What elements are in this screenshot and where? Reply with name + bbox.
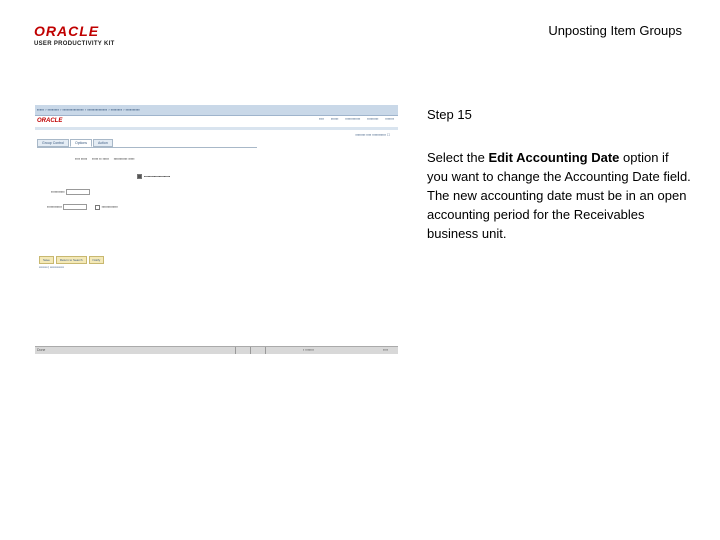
screenshot-footer-links: ▪▪▪▪▪▪▪▪ | ▪▪▪▪▪▪▪▪▪▪▪▪▪ — [39, 265, 64, 269]
status-text: Done — [37, 348, 46, 352]
return-to-search-button[interactable]: Return to Search — [56, 256, 87, 264]
step-text-start: Select the — [427, 150, 489, 165]
step-instructions — [427, 148, 692, 243]
security-zone: ▪ ▪▪▪▪▪▪▪ — [303, 348, 314, 352]
logo-brand: ORACLE — [34, 23, 100, 39]
zoom-level: ▪▪▪▪ — [383, 348, 388, 352]
header-divider — [35, 127, 398, 130]
screenshot-buttons — [39, 256, 104, 264]
accounting-date-row: ▪▪▪▪▪▪▪▪▪▪▪▪ ▪▪▪▪▪▪▪▪▪▪▪▪▪ — [47, 204, 118, 209]
screenshot-toolbar: ▪▪▪▪▪▪▪▪ ▪▪▪▪ ▪▪▪▪▪▪▪▪▪▪▪ ☐ — [355, 133, 390, 137]
oracle-upk-logo — [34, 24, 134, 47]
unpost-reason-field[interactable] — [66, 189, 90, 195]
unpost-reason-row: ▪▪▪▪▪▪▪▪▪▪▪ — [51, 189, 90, 195]
accounting-date-field[interactable] — [63, 204, 87, 210]
save-button[interactable]: Save — [39, 256, 54, 264]
screenshot-nav-links: ▪▪▪▪ ▪▪▪▪▪▪ ▪▪▪▪▪▪▪▪▪▪▪▪ ▪▪▪▪▪▪▪▪▪ ▪▪▪▪▪▪▪ — [318, 117, 394, 121]
tab-action[interactable]: Action — [93, 139, 113, 147]
use-original-date-option[interactable]: ▪▪▪▪▪▪▪▪▪▪▪▪▪▪▪▪▪▪▪▪▪ — [137, 174, 170, 179]
edit-accounting-date-checkbox[interactable] — [95, 205, 100, 210]
page-title: Unposting Item Groups — [548, 23, 682, 38]
step-text-emphasis: Edit Accounting Date — [488, 150, 620, 165]
application-screenshot — [35, 105, 398, 355]
tab-options[interactable]: Options — [70, 139, 92, 147]
breadcrumb-bar — [35, 105, 398, 116]
status-separator — [250, 347, 251, 354]
logo-subtitle: USER PRODUCTIVITY KIT — [34, 41, 115, 47]
checkbox-icon[interactable] — [137, 174, 142, 179]
screenshot-brand-logo: ORACLE — [37, 118, 63, 124]
status-separator — [235, 347, 236, 354]
screenshot-tabs — [37, 139, 113, 147]
browser-status-bar — [35, 346, 398, 354]
status-separator — [265, 347, 266, 354]
step-text-end: option if you want to change the Accounting Date field. The new accounting date must be in an open accounting period for the Receivables business unit. — [427, 150, 691, 241]
tab-divider — [37, 147, 257, 148]
breadcrumb: ▪▪▪▪▪ › ▪▪▪▪▪▪▪▪ › ▪▪▪▪▪▪▪▪▪▪▪▪▪▪▪ › ▪▪▪▪▪▪▪▪▪▪▪▪▪▪ › ▪▪▪▪▪▪▪▪ › ▪▪▪▪▪▪▪▪▪▪ — [37, 107, 140, 112]
notify-button[interactable]: Notify — [89, 256, 105, 264]
tab-group-control[interactable]: Group Control — [37, 139, 69, 147]
group-info-row: ▪▪▪▪ ▪▪▪▪▪ ▪▪▪▪▪ ▪▪ ▪▪▪▪▪ ▪▪▪▪▪▪▪▪▪▪▪ ▪▪▪▪▪ — [75, 157, 135, 161]
step-number: Step 15 — [427, 107, 472, 122]
